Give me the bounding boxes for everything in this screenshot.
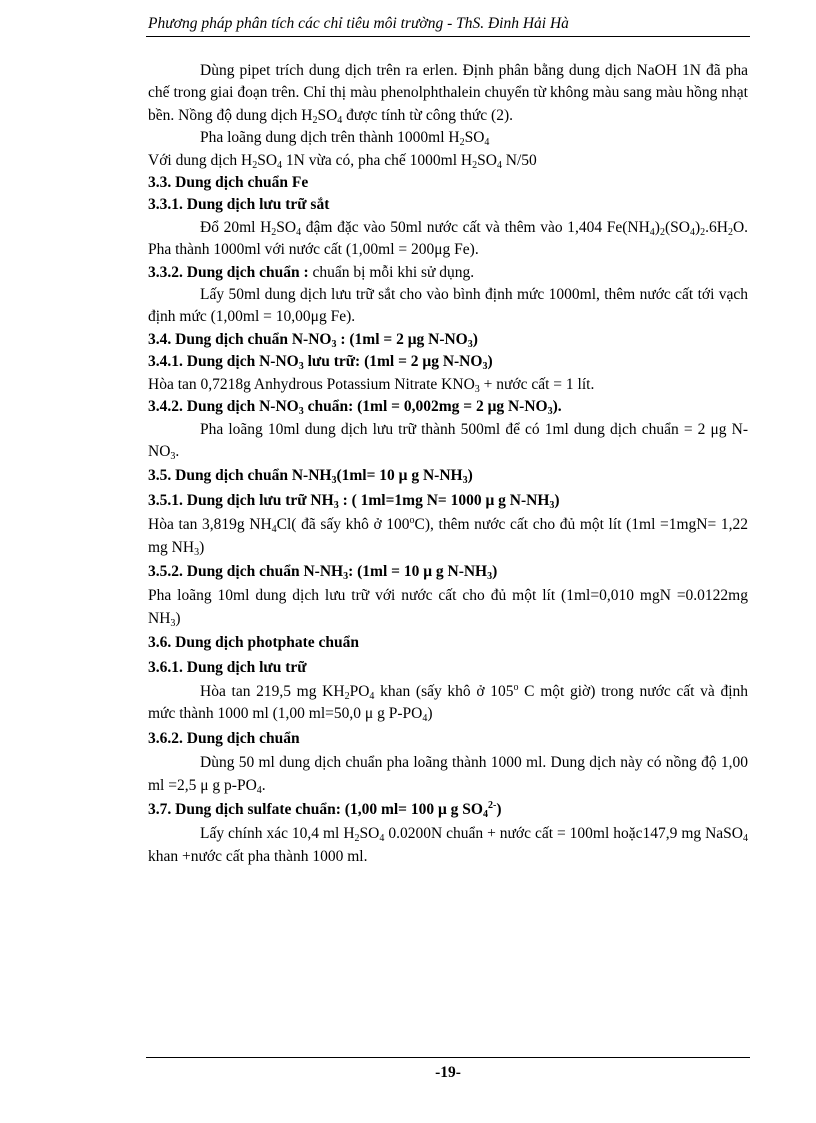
paragraph-iron-stock: Đổ 20ml $H_2SO_4$ đậm đặc vào 50ml nước cất và thêm vào 1,404 $Fe(NH_4)_2(SO_4)_2.6H_2O$. Pha thành 1000ml với nước cất (1,00ml = 200μg Fe).: [148, 218, 749, 259]
paragraph-sulfate-standard: Lấy chính xác 10,4 ml $H_2SO_4$ 0.0200N chuẩn + nước cất = 100ml hoặc147,9 mg NaSO$_4$ khan +nước cất pha thành 1000 ml.: [148, 825, 748, 865]
subsection-heading-3-4-2: 3.4.2. Dung dịch $N-NO_3$ chuẩn: (1ml = 0,002mg = 2 μg $N-NO_3$).: [148, 398, 562, 418]
document-body: [148, 60, 748, 868]
section-heading-3-4: 3.4. Dung dịch chuẩn $N-NO_3$ : (1ml = 2 μg $N-NO_3$): [148, 330, 478, 350]
section-heading-3-5: 3.5. Dung dịch chuẩn $N-NH_3(1ml= 10$ μ g $N-NH_3$): [148, 467, 473, 487]
section-heading-3-6: 3.6. Dung dịch photphate chuẩn: [148, 634, 360, 652]
section-heading-3-7: 3.7. Dung dịch sulfate chuẩn: (1,00 ml= 100 μ g $SO_4^{2-}$): [148, 800, 502, 820]
paragraph-nitrate-standard: Pha loãng 10ml dung dịch lưu trữ thành 500ml để có 1ml dung dịch chuẩn = 2 μg $N-NO_3$.: [148, 420, 748, 462]
paragraph-prepare-n50: Với dung dịch $H_2SO_4$ 1N vừa có, pha chế 1000ml $H_2SO_4$ N/50: [148, 151, 537, 171]
subsection-heading-3-5-2: 3.5.2. Dung dịch chuẩn $N-NH_3$: (1ml = 10 μ g $N-NH_3$): [148, 562, 498, 582]
section-heading-3-3: 3.3. Dung dịch chuẩn Fe: [148, 174, 309, 192]
subsection-heading-3-5-1: 3.5.1. Dung dịch lưu trữ $NH_3$ : ( 1ml=1mg N= 1000 μ g $N-NH_3$): [148, 491, 560, 511]
subsection-heading-3-6-2: 3.6.2. Dung dịch chuẩn: [148, 729, 300, 747]
subsection-heading-3-4-1: 3.4.1. Dung dịch $N-NO_3$ lưu trữ: (1ml = 2 μg $N-NO_3$): [148, 353, 493, 373]
paragraph-ammonia-stock: Hòa tan 3,819g $NH_4Cl$( đã sấy khô ở 100$^o$C), thêm nước cất cho đủ một lít (1ml =1mgN= 1,22 mg $NH_3$): [148, 515, 748, 558]
paragraph-ammonia-standard: Pha loãng 10ml dung dịch lưu trữ với nước cất cho đủ một lít (1ml=0,010 mgN =0.0122mg $NH_3$): [148, 587, 748, 629]
header-divider: [146, 36, 750, 37]
paragraph-nitrate-stock: Hòa tan 0,7218g Anhydrous Potassium Nitrate $KNO_3$ + nước cất = 1 lít.: [148, 375, 595, 395]
paragraph-phosphate-stock: Hòa tan 219,5 mg $KH_2PO_4$ khan (sấy khô ở 105$^o$ C một giờ) trong nước cất và định mức thành 1000 ml (1,00 ml=50,0 μ g $P-PO_4$): [148, 681, 749, 725]
paragraph-titration: Dùng pipet trích dung dịch trên ra erlen. Định phân bằng dung dịch NaOH 1N đã pha chế trong giai đoạn trên. Chỉ thị màu phenolphthalein chuyển từ không màu sang màu hồng nhạt bền. Nồng độ dung dịch $H_2SO_4$ được tính từ công thức (2).: [148, 62, 748, 126]
footer-divider: [146, 1057, 750, 1058]
paragraph-phosphate-standard: Dùng 50 ml dung dịch chuẩn pha loãng thành 1000 ml. Dung dịch này có nồng độ 1,00 ml =2,5 μ g $p-PO_4$.: [148, 754, 748, 796]
page-number: -19-: [435, 1064, 461, 1081]
subsection-heading-3-3-1: 3.3.1. Dung dịch lưu trữ sắt: [148, 196, 330, 214]
paragraph-dilute: Pha loãng dung dịch trên thành 1000ml $H_2SO_4$: [200, 129, 490, 149]
page-header: Phương pháp phân tích các chỉ tiêu môi trường - ThS. Đinh Hải Hà: [148, 15, 569, 32]
subsection-heading-3-3-2: 3.3.2. Dung dịch chuẩn : chuẩn bị mỗi khi sử dụng.: [148, 263, 475, 281]
paragraph-iron-standard: Lấy 50ml dung dịch lưu trữ sắt cho vào bình định mức 1000ml, thêm nước cất tới vạch định mức (1,00ml = 10,00μg Fe).: [148, 286, 748, 326]
subsection-heading-3-6-1: 3.6.1. Dung dịch lưu trữ: [148, 658, 307, 676]
